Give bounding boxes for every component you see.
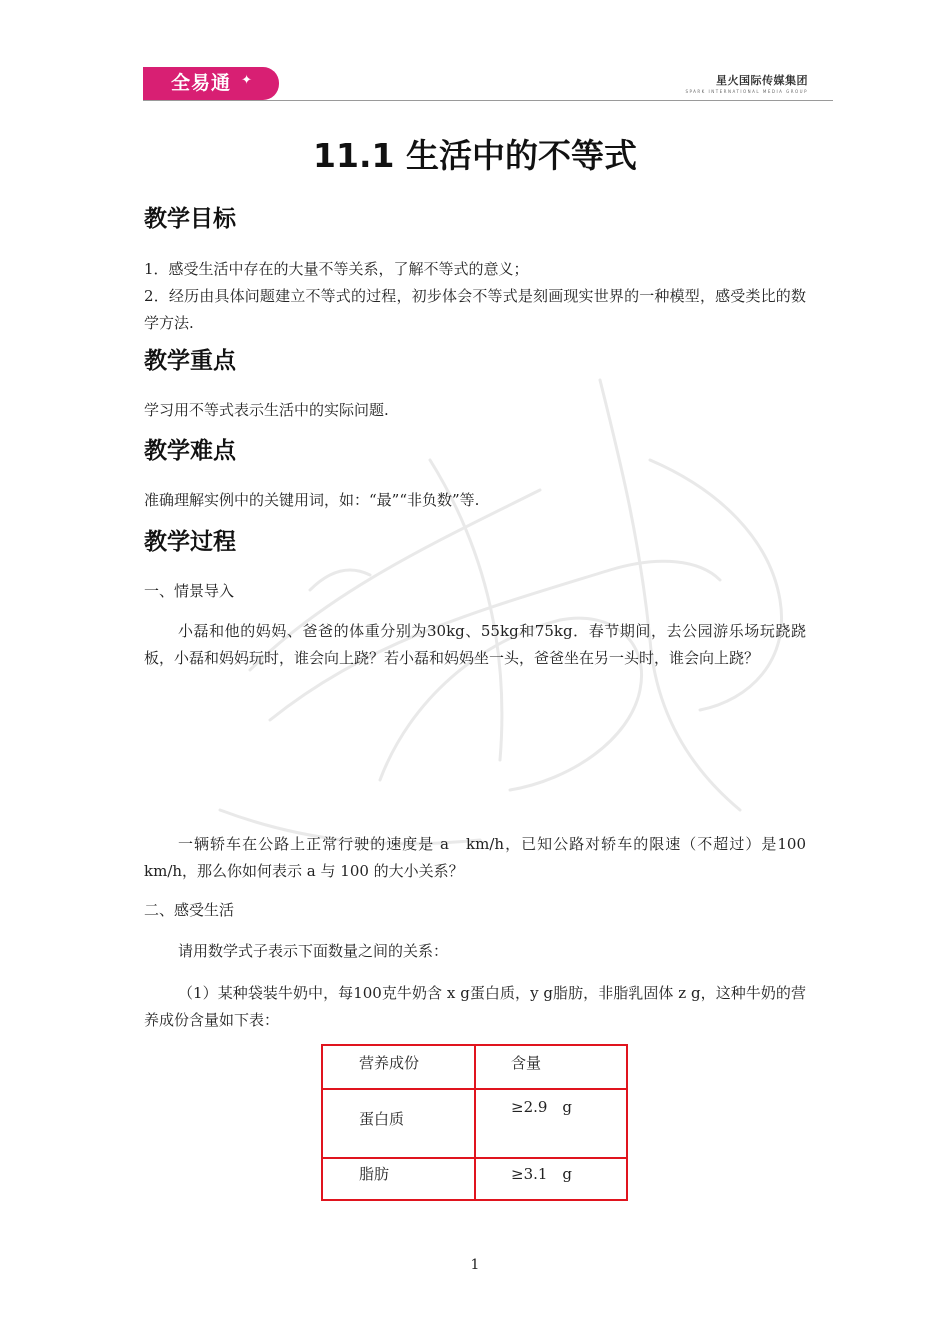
table-header-component: 营养成份 [359, 1054, 420, 1072]
process-part1-title: 一、情景导入 [144, 582, 235, 600]
heading-objectives: 教学目标 [144, 206, 236, 232]
company-name-cn: 星火国际传媒集团 [716, 74, 808, 87]
header-divider [143, 100, 833, 101]
table-cell-protein: 蛋白质 [359, 1110, 405, 1128]
table-row-divider [323, 1088, 626, 1090]
page-number: 1 [470, 1257, 480, 1273]
company-name-en: SPARK INTERNATIONAL MEDIA GROUP [685, 89, 808, 94]
process-part1-para1: 小磊和他的妈妈、爸爸的体重分别为30kg、55kg和75kg．春节期间，去公园游乐场玩跷跷板，小磊和妈妈玩时，谁会向上跷？若小磊和妈妈坐一头，爸爸坐在另一头时，谁会向上跷？ [144, 622, 806, 667]
process-part1-para2: 一辆轿车在公路上正常行驶的速度是 a km/h，已知公路对轿车的限速（不超过）是100 km/h，那么你如何表示 a 与 100 的大小关系？ [144, 835, 822, 880]
table-cell-protein-amount: ≥2.9 g [511, 1098, 573, 1116]
objective-item-2: 2．经历由具体问题建立不等式的过程，初步体会不等式是刻画现实世界的一种模型，感受类比的数学方法. [144, 287, 806, 332]
table-column-divider [474, 1046, 476, 1199]
sparkle-icon: ✦ [241, 73, 253, 88]
company-block [685, 72, 808, 94]
objective-item-1: 1．感受生活中存在的大量不等关系，了解不等式的意义； [144, 260, 529, 278]
table-cell-fat-amount: ≥3.1 g [511, 1165, 573, 1183]
process-part2-para1: 请用数学式子表示下面数量之间的关系： [178, 942, 449, 960]
key-points-text: 学习用不等式表示生活中的实际问题. [144, 401, 389, 419]
difficulties-text: 准确理解实例中的关键用词，如：“最”“非负数”等. [144, 491, 480, 509]
process-part2-para2: （1）某种袋装牛奶中，每100克牛奶含 x g蛋白质，y g脂肪，非脂乳固体 z g，这种牛奶的营养成份含量如下表： [144, 984, 806, 1029]
table-header-content: 含量 [511, 1054, 542, 1072]
heading-difficulties: 教学难点 [144, 438, 236, 464]
heading-key-points: 教学重点 [144, 348, 236, 374]
process-part2-title: 二、感受生活 [144, 901, 235, 919]
objectives-list [144, 256, 806, 337]
heading-process: 教学过程 [144, 529, 236, 555]
table-cell-fat: 脂肪 [359, 1165, 390, 1183]
nutrition-table [321, 1044, 628, 1201]
document-title: 11.1 生活中的不等式 [313, 136, 637, 175]
brand-logo [143, 67, 279, 100]
table-row-divider [323, 1157, 626, 1159]
brand-logo-text: 全易通 [171, 72, 232, 94]
